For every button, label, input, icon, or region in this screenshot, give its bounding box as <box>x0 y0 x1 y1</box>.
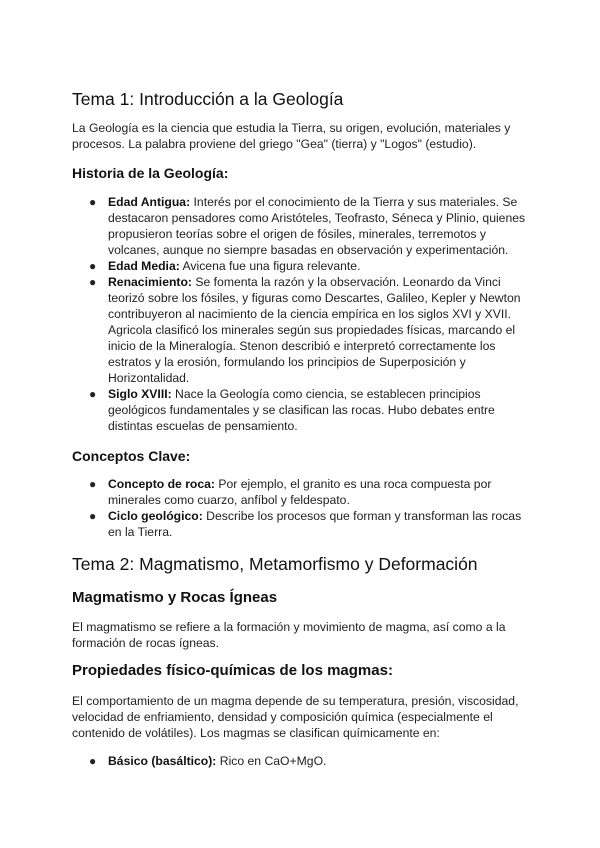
list-item-term: Ciclo geológico: <box>108 509 203 523</box>
list-item-text: Nace la Geología como ciencia, se establecen principios geológicos fundamentales y se clasifican las rocas. Hubo debates entre distintas escuelas de pensamiento. <box>108 387 495 433</box>
conceptos-heading: Conceptos Clave: <box>72 448 191 464</box>
list-item <box>72 274 528 386</box>
list-item-term: Edad Media: <box>108 259 180 273</box>
magmatismo-text: El magmatismo se refiere a la formación y movimiento de magma, así como a la formación de rocas ígneas. <box>72 620 506 650</box>
list-item-term: Concepto de roca: <box>108 477 215 491</box>
list-item-term: Renacimiento: <box>108 275 192 289</box>
historia-list <box>72 194 528 434</box>
magmatismo-heading: Magmatismo y Rocas Ígneas <box>72 589 278 606</box>
bullet-icon: ● <box>89 387 97 401</box>
list-item-text: Interés por el conocimiento de la Tierra y sus materiales. Se destacaron pensadores como Aristóteles, Teofrasto, Séneca y Plinio, quienes propusieron teorías sobre el origen de fósiles, minerales, terremotos y volcanes, aunque no siempre basadas en observación y experimentación. <box>108 195 526 257</box>
list-item-text: Rico en CaO+MgO. <box>216 754 327 768</box>
bullet-icon: ● <box>89 754 97 768</box>
list-item-term: Básico (basáltico): <box>108 754 217 768</box>
tema1-title: Tema 1: Introducción a la Geología <box>72 89 344 109</box>
list-item-term: Siglo XVIII: <box>108 387 172 401</box>
list-item <box>72 194 528 258</box>
propiedades-text: El comportamiento de un magma depende de su temperatura, presión, viscosidad, velocidad de enfriamiento, densidad y composición química (especialmente el contenido de volátiles). Los magmas se clasifican químicamente en: <box>72 694 519 740</box>
tema1-intro: La Geología es la ciencia que estudia la Tierra, su origen, evolución, materiales y procesos. La palabra proviene del griego "Gea" (tierra) y "Logos" (estudio). <box>72 121 511 151</box>
conceptos-list <box>72 476 528 540</box>
historia-heading: Historia de la Geología: <box>72 165 229 181</box>
bullet-icon: ● <box>89 275 97 289</box>
list-item-text: Describe los procesos que forman y transforman las rocas en la Tierra. <box>108 509 522 539</box>
list-item-term: Edad Antigua: <box>108 195 191 209</box>
bullet-icon: ● <box>89 509 97 523</box>
list-item-text: Se fomenta la razón y la observación. Leonardo da Vinci teorizó sobre los fósiles, y figuras como Descartes, Galileo, Kepler y Newton contribuyeron al nacimiento de la ciencia empírica en los siglos XVI y XVII. Agricola clasificó los minerales según sus propiedades físicas, marcando el inicio de la Mineralogía. Stenon describió e interpretó correctamente los estratos y la erosión, formulando los principios de Superposición y Horizontalidad. <box>108 275 521 385</box>
list-item <box>72 753 528 769</box>
list-item-text: Por ejemplo, el granito es una roca compuesta por minerales como cuarzo, anfíbol y feldespato. <box>108 477 492 507</box>
propiedades-heading: Propiedades físico-químicas de los magmas: <box>72 662 393 679</box>
list-item <box>72 476 528 508</box>
tema2-title: Tema 2: Magmatismo, Metamorfismo y Deformación <box>72 554 478 574</box>
bullet-icon: ● <box>89 195 97 209</box>
list-item <box>72 508 528 540</box>
list-item-text: Avicena fue una figura relevante. <box>179 259 361 273</box>
clasificacion-list <box>72 753 528 769</box>
bullet-icon: ● <box>89 477 97 491</box>
list-item <box>72 386 528 434</box>
list-item <box>72 258 528 274</box>
bullet-icon: ● <box>89 259 97 273</box>
